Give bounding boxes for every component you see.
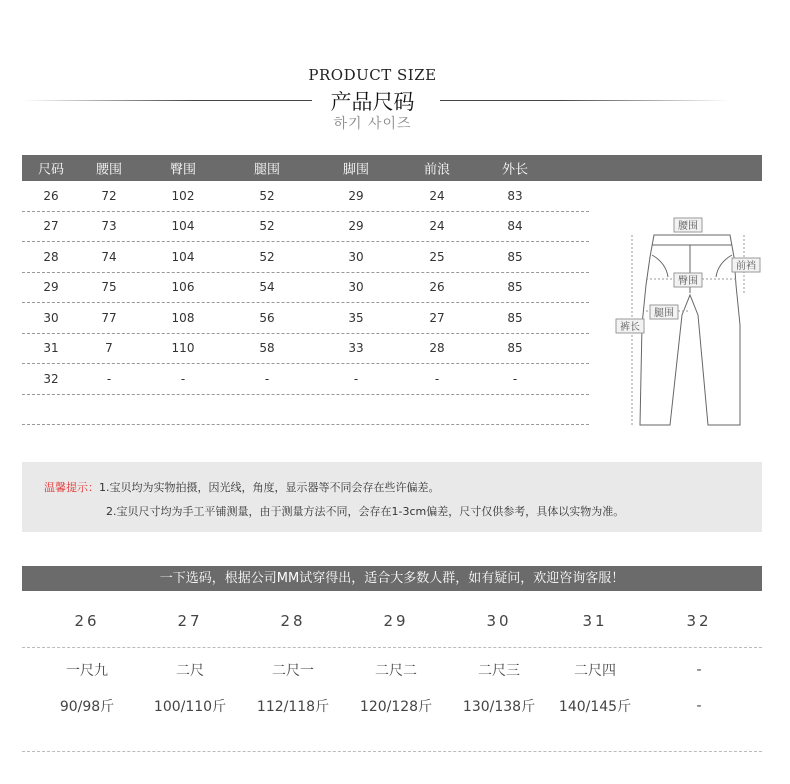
table-row xyxy=(22,212,589,243)
guide-length: 二尺四 xyxy=(574,663,616,679)
tip-label: 温馨提示： xyxy=(44,481,99,494)
guide-length: 二尺 xyxy=(176,663,204,679)
column-header: 外长 xyxy=(501,162,529,178)
table-cell: - xyxy=(512,371,518,386)
table-cell: - xyxy=(264,371,270,386)
guide-weight: 140/145斤 xyxy=(558,699,632,715)
table-cell: 83 xyxy=(507,188,523,203)
table-cell: 108 xyxy=(171,310,195,325)
pants-outline xyxy=(640,235,740,425)
guide-weight: 90/98斤 xyxy=(59,699,115,715)
column-header: 前浪 xyxy=(423,162,451,178)
table-cell: 24 xyxy=(429,188,445,203)
guide-size: 32 xyxy=(686,612,712,630)
table-cell: 30 xyxy=(348,249,364,264)
table-cell: 7 xyxy=(105,341,113,356)
guide-length: 一尺九 xyxy=(66,663,108,679)
tips-box xyxy=(22,462,762,532)
table-cell: 84 xyxy=(507,219,523,234)
guide-weight: 100/110斤 xyxy=(153,699,227,715)
guide-length: 二尺一 xyxy=(272,663,314,679)
table-row xyxy=(22,334,589,365)
table-cell: 29 xyxy=(43,280,59,295)
column-header: 腰围 xyxy=(95,162,123,178)
table-cell: 25 xyxy=(429,249,445,264)
table-cell: 31 xyxy=(43,341,59,356)
title-english: PRODUCT SIZE xyxy=(308,66,437,84)
guide-size: 28 xyxy=(280,612,306,630)
table-cell: 28 xyxy=(429,341,445,356)
guide-size: 26 xyxy=(74,612,100,630)
guide-length: - xyxy=(696,662,702,678)
table-cell: 26 xyxy=(43,188,59,203)
guide-weight: - xyxy=(696,698,702,714)
table-cell: 85 xyxy=(507,341,523,356)
guide-size: 31 xyxy=(582,612,608,630)
diagram-label-thigh: 腿围 xyxy=(654,308,674,319)
guide-weight: 112/118斤 xyxy=(256,699,330,715)
pants-measurement-diagram xyxy=(612,205,762,435)
title-chinese: 产品尺码 xyxy=(330,90,415,114)
diagram-label-hip: 臀围 xyxy=(678,276,698,287)
table-cell: - xyxy=(434,371,440,386)
guide-weight: 130/138斤 xyxy=(462,699,536,715)
column-header: 臀围 xyxy=(169,162,197,178)
table-cell: 28 xyxy=(43,249,59,264)
table-cell: 29 xyxy=(348,188,364,203)
table-cell: - xyxy=(180,371,186,386)
table-cell: 77 xyxy=(101,310,117,325)
table-cell: 32 xyxy=(43,371,59,386)
table-cell: 52 xyxy=(259,188,275,203)
table-cell: 110 xyxy=(171,341,195,356)
table-cell: 73 xyxy=(101,219,117,234)
table-cell: - xyxy=(353,371,359,386)
guide-weight: 120/128斤 xyxy=(359,699,433,715)
table-cell: 75 xyxy=(101,280,117,295)
table-cell: 30 xyxy=(43,310,59,325)
table-cell: 104 xyxy=(171,219,195,234)
guide-size: 30 xyxy=(486,612,512,630)
size-guide-banner: 一下选码，根据公司MM试穿得出，适合大多数人群，如有疑问，欢迎咨询客服！ xyxy=(22,566,762,591)
guide-length-row xyxy=(22,648,762,692)
size-table-header xyxy=(22,155,762,181)
table-cell: 52 xyxy=(259,219,275,234)
table-row xyxy=(22,181,589,212)
column-header: 脚围 xyxy=(342,162,370,178)
table-cell: 33 xyxy=(348,341,364,356)
diagram-label-length: 裤长 xyxy=(620,322,640,333)
guide-weight-row xyxy=(22,692,762,720)
table-cell: 85 xyxy=(507,310,523,325)
table-row xyxy=(22,303,589,334)
title-rule-right xyxy=(440,100,730,101)
title-korean: 하기 사이즈 xyxy=(333,116,412,132)
table-cell: 26 xyxy=(429,280,445,295)
table-row-empty xyxy=(22,395,589,426)
table-cell: 72 xyxy=(101,188,117,203)
table-cell: 54 xyxy=(259,280,275,295)
table-cell: 58 xyxy=(259,341,275,356)
table-cell: - xyxy=(106,371,112,386)
guide-size-row xyxy=(22,595,762,648)
tip-line-1 xyxy=(44,479,440,495)
table-row xyxy=(22,364,589,395)
guide-length: 二尺三 xyxy=(478,663,520,679)
table-cell: 104 xyxy=(171,249,195,264)
table-cell: 52 xyxy=(259,249,275,264)
diagram-label-waist: 腰围 xyxy=(678,221,698,232)
diagram-label-front-rise: 前裆 xyxy=(736,261,756,272)
table-cell: 85 xyxy=(507,249,523,264)
guide-size: 27 xyxy=(177,612,203,630)
guide-length: 二尺二 xyxy=(375,663,417,679)
guide-bottom-divider xyxy=(22,720,762,752)
guide-size: 29 xyxy=(383,612,409,630)
table-row xyxy=(22,273,589,304)
table-cell: 56 xyxy=(259,310,275,325)
size-guide xyxy=(22,595,762,752)
table-row xyxy=(22,242,589,273)
table-cell: 27 xyxy=(43,219,59,234)
table-cell: 30 xyxy=(348,280,364,295)
table-cell: 27 xyxy=(429,310,445,325)
table-cell: 24 xyxy=(429,219,445,234)
table-cell: 74 xyxy=(101,249,117,264)
table-cell: 102 xyxy=(171,188,195,203)
tip-text-1: 1.宝贝均为实物拍摄，因光线，角度，显示器等不同会存在些许偏差。 xyxy=(99,481,440,494)
table-cell: 29 xyxy=(348,219,364,234)
table-cell: 106 xyxy=(171,280,195,295)
tip-text-2: 2.宝贝尺寸均为手工平铺测量，由于测量方法不同，会存在1-3cm偏差，尺寸仅供参考，具体以实物为准。 xyxy=(106,505,625,518)
column-header: 尺码 xyxy=(37,162,65,178)
column-header: 腿围 xyxy=(253,162,281,178)
table-cell: 35 xyxy=(348,310,364,325)
table-cell: 85 xyxy=(507,280,523,295)
